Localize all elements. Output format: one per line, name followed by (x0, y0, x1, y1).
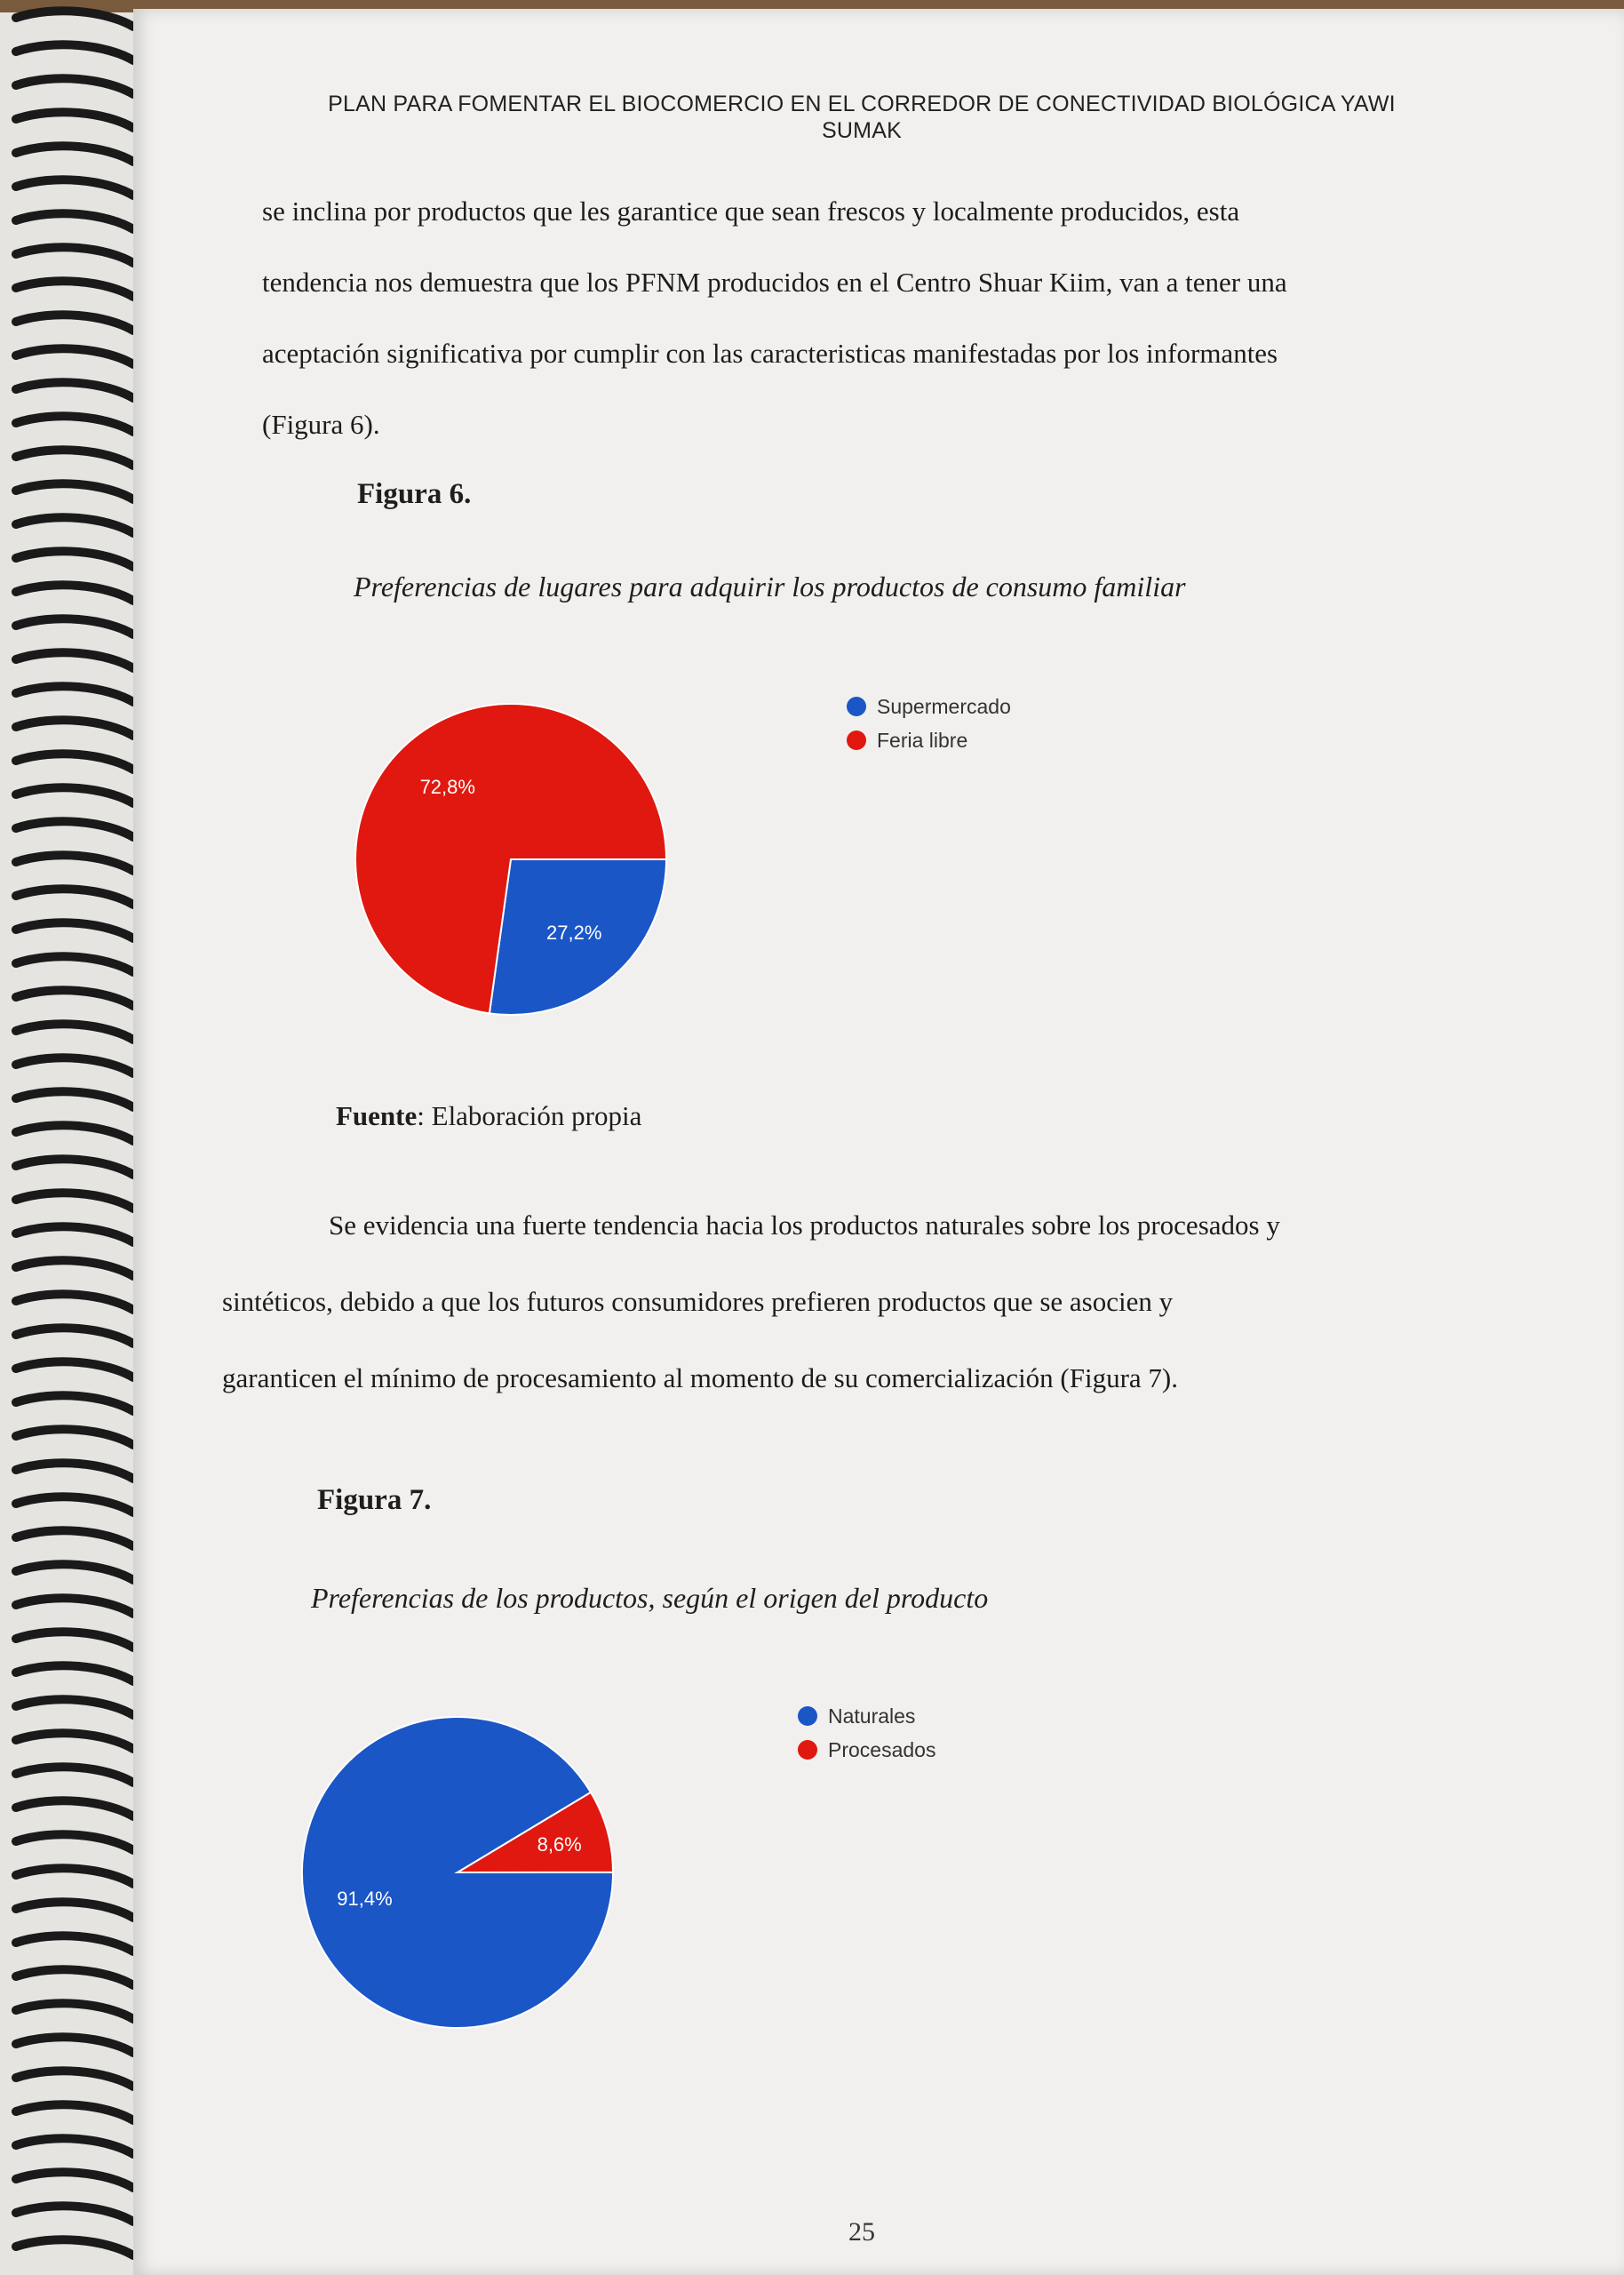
binding-coil (16, 416, 133, 432)
binding-coil (16, 652, 133, 668)
figure-7-title: Preferencias de los productos, según el origen del producto (311, 1582, 989, 1614)
binding-coil (16, 1294, 133, 1310)
binding-coil (16, 112, 133, 128)
figure-6-title: Preferencias de lugares para adquirir los productos de consumo familiar (354, 571, 1186, 603)
binding-coil (16, 922, 133, 938)
binding-coil (16, 720, 133, 736)
figure-6-pie-chart (346, 695, 675, 1024)
binding-coil (16, 1969, 133, 1985)
binding-coil (16, 180, 133, 196)
paragraph-2-line: Se evidencia una fuerte tendencia hacia los productos naturales sobre los procesados y (329, 1209, 1280, 1241)
paragraph-2-line: sintéticos, debido a que los futuros consumidores prefieren productos que se asocien y (222, 1286, 1174, 1317)
legend-label-supermercado: Supermercado (877, 694, 1011, 718)
binding-coil (16, 1429, 133, 1445)
binding-coil (16, 1936, 133, 1952)
running-header-line1: PLAN PARA FOMENTAR EL BIOCOMERCIO EN EL CORREDOR DE CONECTIVIDAD BIOLÓGICA YAWI (328, 92, 1396, 116)
binding-coil (16, 686, 133, 702)
binding-coil (16, 1260, 133, 1276)
binding-coil (16, 1699, 133, 1715)
binding-coil (16, 1733, 133, 1749)
legend-item-feria-libre (847, 723, 1011, 757)
legend-swatch-feria-libre (847, 730, 866, 750)
binding-coil (16, 1091, 133, 1107)
binding-coil (16, 1767, 133, 1783)
figure-7-legend (798, 1699, 935, 1767)
legend-swatch-procesados (798, 1740, 817, 1760)
binding-coil (16, 1902, 133, 1918)
binding-coil (16, 213, 133, 229)
legend-label-feria-libre: Feria libre (877, 728, 968, 752)
legend-item-supermercado (847, 690, 1011, 723)
binding-coil (16, 2071, 133, 2087)
pie-label-feria-libre: 72,8% (419, 776, 475, 799)
binding-coil (16, 990, 133, 1006)
binding-coil (16, 1834, 133, 1850)
legend-swatch-supermercado (847, 697, 866, 716)
spiral-binding (0, 0, 155, 2275)
legend-swatch-naturales (798, 1706, 817, 1726)
binding-coil (16, 247, 133, 263)
binding-coil (16, 348, 133, 364)
binding-coil (16, 551, 133, 567)
figure-6-legend (847, 690, 1011, 757)
paragraph-2-line: garanticen el mínimo de procesamiento al momento de su comercialización (Figura 7). (222, 1362, 1179, 1393)
paragraph-1-line: (Figura 6). (262, 409, 380, 440)
paragraph-2 (222, 1187, 1448, 1417)
pie-label-procesados: 8,6% (537, 1833, 582, 1856)
binding-coil (16, 281, 133, 297)
binding-coil (16, 1868, 133, 1884)
binding-coil (16, 1598, 133, 1614)
pie-label-naturales: 91,4% (337, 1888, 393, 1911)
binding-coil (16, 619, 133, 635)
binding-coil (16, 2003, 133, 2019)
paragraph-1-line: tendencia nos demuestra que los PFNM producidos en el Centro Shuar Kiim, van a tener una (262, 267, 1287, 298)
binding-coil (16, 382, 133, 398)
binding-coil (16, 889, 133, 905)
binding-coil (16, 78, 133, 94)
pie-label-supermercado: 27,2% (546, 921, 602, 944)
binding-coil (16, 517, 133, 533)
binding-coil (16, 450, 133, 466)
binding-coil (16, 2104, 133, 2120)
binding-coil (16, 2138, 133, 2154)
binding-coil (16, 1800, 133, 1816)
binding-coil (16, 2239, 133, 2255)
legend-label-procesados: Procesados (828, 1737, 936, 1761)
binding-coil (16, 44, 133, 60)
figure-7-label: Figura 7. (317, 1484, 432, 1516)
legend-item-naturales (798, 1699, 935, 1733)
binding-coil (16, 754, 133, 770)
paragraph-1 (262, 176, 1442, 460)
paragraph-1-line: se inclina por productos que les garantice que sean frescos y localmente producidos, esta (262, 196, 1240, 227)
binding-coil (16, 1058, 133, 1074)
binding-coil (16, 1632, 133, 1648)
binding-coil (16, 1226, 133, 1242)
legend-label-naturales: Naturales (828, 1704, 916, 1728)
binding-coil (16, 1497, 133, 1513)
binding-coil (16, 1530, 133, 1546)
figure-6-label: Figura 6. (357, 478, 472, 510)
binding-coil (16, 483, 133, 499)
binding-coil (16, 1193, 133, 1209)
paragraph-1-line: aceptación significativa por cumplir con las caracteristicas manifestadas por los informantes (262, 338, 1278, 369)
binding-coil (16, 1125, 133, 1141)
running-header (249, 91, 1475, 144)
binding-coil (16, 146, 133, 162)
binding-coil (16, 956, 133, 972)
binding-coil (16, 821, 133, 837)
binding-coil (16, 585, 133, 601)
binding-coil (16, 1328, 133, 1344)
binding-coil (16, 1361, 133, 1377)
binding-coil (16, 2172, 133, 2188)
binding-coil (16, 2037, 133, 2053)
binding-coil (16, 1395, 133, 1411)
binding-coil (16, 1665, 133, 1681)
figure-6-source (336, 1100, 641, 1132)
binding-coil (16, 787, 133, 803)
binding-coil (16, 1463, 133, 1479)
binding-coil (16, 855, 133, 871)
binding-coil (16, 11, 133, 27)
legend-item-procesados (798, 1733, 935, 1767)
binding-coil (16, 1564, 133, 1580)
running-header-line2: SUMAK (822, 118, 902, 143)
source-label: Fuente (336, 1100, 418, 1131)
binding-coil (16, 315, 133, 331)
binding-coil (16, 1159, 133, 1175)
page-number: 25 (848, 2217, 875, 2247)
binding-coil (16, 2206, 133, 2222)
source-text: : Elaboración propia (417, 1100, 642, 1131)
binding-coil (16, 1024, 133, 1040)
figure-7-pie-chart (293, 1708, 622, 2037)
